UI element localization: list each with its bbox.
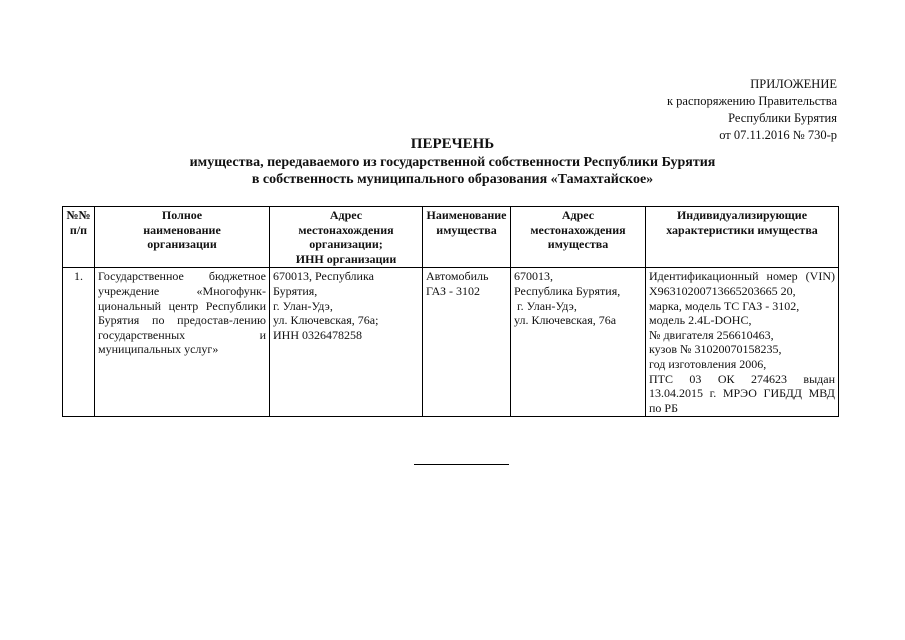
title-line-2: в собственность муниципального образования «Тамахтайское» <box>251 172 654 187</box>
table-row <box>63 268 839 417</box>
appendix-line: к распоряжению Правительства <box>666 94 837 108</box>
title-heading: ПЕРЕЧЕНЬ <box>410 136 495 152</box>
header-property-name: Наименование имущества <box>423 207 511 268</box>
header-characteristics: Индивидуализирующие характеристики имущества <box>646 207 839 268</box>
header-property-address: Адрес местонахождения имущества <box>511 207 646 268</box>
org-address-cell: 670013, Республика Бурятия, г. Улан-Удэ, ул. Ключевская, 76а; ИНН 0326478258 <box>270 268 423 417</box>
header-org-name: Полное наименование организации <box>95 207 270 268</box>
title-line-1: имущества, передаваемого из государственной собственности Республики Бурятия <box>189 155 716 170</box>
appendix-line: ПРИЛОЖЕНИЕ <box>750 77 837 91</box>
table-header-row <box>63 207 839 268</box>
appendix-date: от 07.11.2016 № 730-р <box>719 128 837 142</box>
appendix-line: Республики Бурятия <box>728 111 837 125</box>
row-number: 1. <box>63 268 95 417</box>
characteristics-cell: Идентификационный номер (VIN) X96310200713665203665 20, марка, модель ТС ГАЗ - 3102, модель 2.4L-DOHC, № двигателя 256610463, кузов № 31020070158235, год изготовления 2006, ПТС 03 ОК 274623 выдан 13.04.2015 г. МРЭО ГИБДД МВД по РБ <box>646 268 839 417</box>
property-table <box>62 206 839 417</box>
document-title <box>0 134 905 188</box>
property-name-cell: Автомобиль ГАЗ - 3102 <box>423 268 511 417</box>
property-address-cell: 670013, Республика Бурятия, г. Улан-Удэ, ул. Ключевская, 76а <box>511 268 646 417</box>
closing-rule <box>414 464 509 465</box>
header-number: №№ п/п <box>63 207 95 268</box>
org-name-cell: Государственное бюджетное учреждение «Многофунк-циональный центр Республики Бурятия по предостав-лению государственных и муниципальных услуг» <box>95 268 270 417</box>
header-org-address: Адрес местонахождения организации; ИНН организации <box>270 207 423 268</box>
